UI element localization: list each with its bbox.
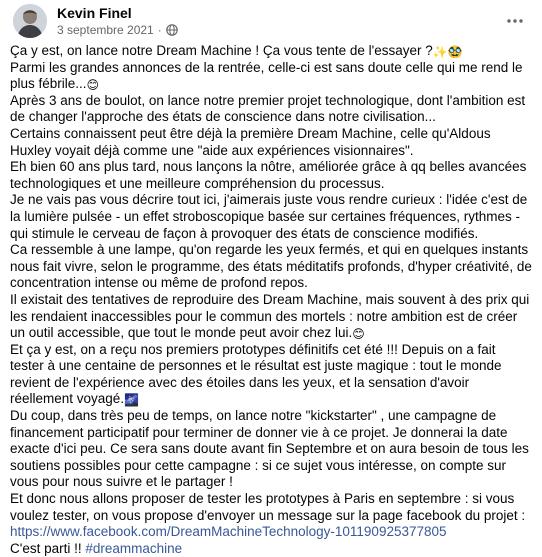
post-paragraph: Du coup, dans très peu de temps, on lance notre "kickstarter" , une campagne de financement participatif pour terminer de donner vie à ce projet. Je donnerai la date exacte d'ici peu. Ce sera sans doute avant fin Septembre et on aura besoin de tous les soutiens possibles pour cette campagne : si ce sujet vous intéresse, on compte sur vous pour nous suivre et le partager ! <box>10 408 529 490</box>
post-paragraph: Et donc nous allons proposer de tester les prototypes à Paris en septembre : si vous voulez tester, on vous propose d'envoyer un message sur la page facebook du projet : <box>10 491 526 523</box>
post-date[interactable]: 3 septembre 2021 <box>57 23 154 37</box>
avatar[interactable] <box>13 4 47 38</box>
facebook-page-link[interactable]: https://www.facebook.com/DreamMachineTechnology-101190925377805 <box>10 524 447 540</box>
post-body <box>10 43 532 557</box>
post-paragraph: Et ça y est, on a reçu nos premiers prototypes définitifs cet été !!! Depuis on a fait tester à une centaine de personnes et le résultat est juste magique : tout le monde revient de l'expérience avec des étoiles dans les yeux, et la sensation d'avoir réellement voyagé.🌌 <box>10 341 502 408</box>
author-name[interactable]: Kevin Finel <box>57 5 132 21</box>
post-paragraph: Eh bien 60 ans plus tard, nous lançons la nôtre, améliorée grâce à qq belles avancées technologiques et une meilleure compréhension du processus. <box>10 159 527 191</box>
post-meta <box>57 23 178 37</box>
post-paragraph: Parmi les grandes annonces de la rentrée, celle-ci est sans doute celle qui me rend le plus fébrile...😊 <box>10 59 523 93</box>
post-paragraph: Ca ressemble à une lampe, qu'on regarde les yeux fermés, et qui en quelques instants nous fait vivre, selon le programme, des états méditatifs profonds, d'hyper créativité, de concentration intense ou même de profond repos. <box>10 242 532 291</box>
post-header <box>13 4 532 38</box>
meta-separator: · <box>157 23 162 37</box>
closing-text: C'est parti !! <box>10 540 86 556</box>
post-paragraph: Il existait des tentatives de reproduire des Dream Machine, mais souvent à des prix qui les rendaient inaccessibles pour le commun des mortels : notre ambition est de créer un outil accessible, que tout le monde peut avoir chez lui.😊 <box>10 291 530 342</box>
post-paragraph: Ça y est, on lance notre Dream Machine ! Ça vous tente de l'essayer ?✨🥸 <box>10 43 463 59</box>
smile-emoji: 😊 <box>352 327 365 342</box>
more-options-icon[interactable] <box>502 8 528 34</box>
hashtag-link[interactable]: #dreammachine <box>85 540 183 556</box>
post-paragraph: Certains connaissent peut être déjà la première Dream Machine, celle qu'Aldous Huxley voyait déjà comme une "aide aux expériences visionnaires". <box>10 125 491 158</box>
smile-emoji: 😊 <box>86 78 100 93</box>
post-closing-line <box>10 541 532 557</box>
post-paragraph: Je ne vais pas vous décrire tout ici, j'aimerais juste vous rendre curieux : l'idée c'est de la lumière pulsée - un effet stroboscopique basée sur certaines fréquences, rythmes - qui stimule le cerveau de façon à provoquer des états de conscience modifiés. <box>10 192 528 241</box>
post-link-line <box>10 524 532 541</box>
milky-way-emoji: 🌌 <box>124 393 140 408</box>
sparkles-disguise-emoji: ✨🥸 <box>432 45 463 59</box>
post-paragraph: Après 3 ans de boulot, on lance notre premier projet technologique, dont l'ambition est de changer l'approche des états de conscience dans notre civilisation... <box>10 92 526 125</box>
globe-icon <box>166 24 178 36</box>
